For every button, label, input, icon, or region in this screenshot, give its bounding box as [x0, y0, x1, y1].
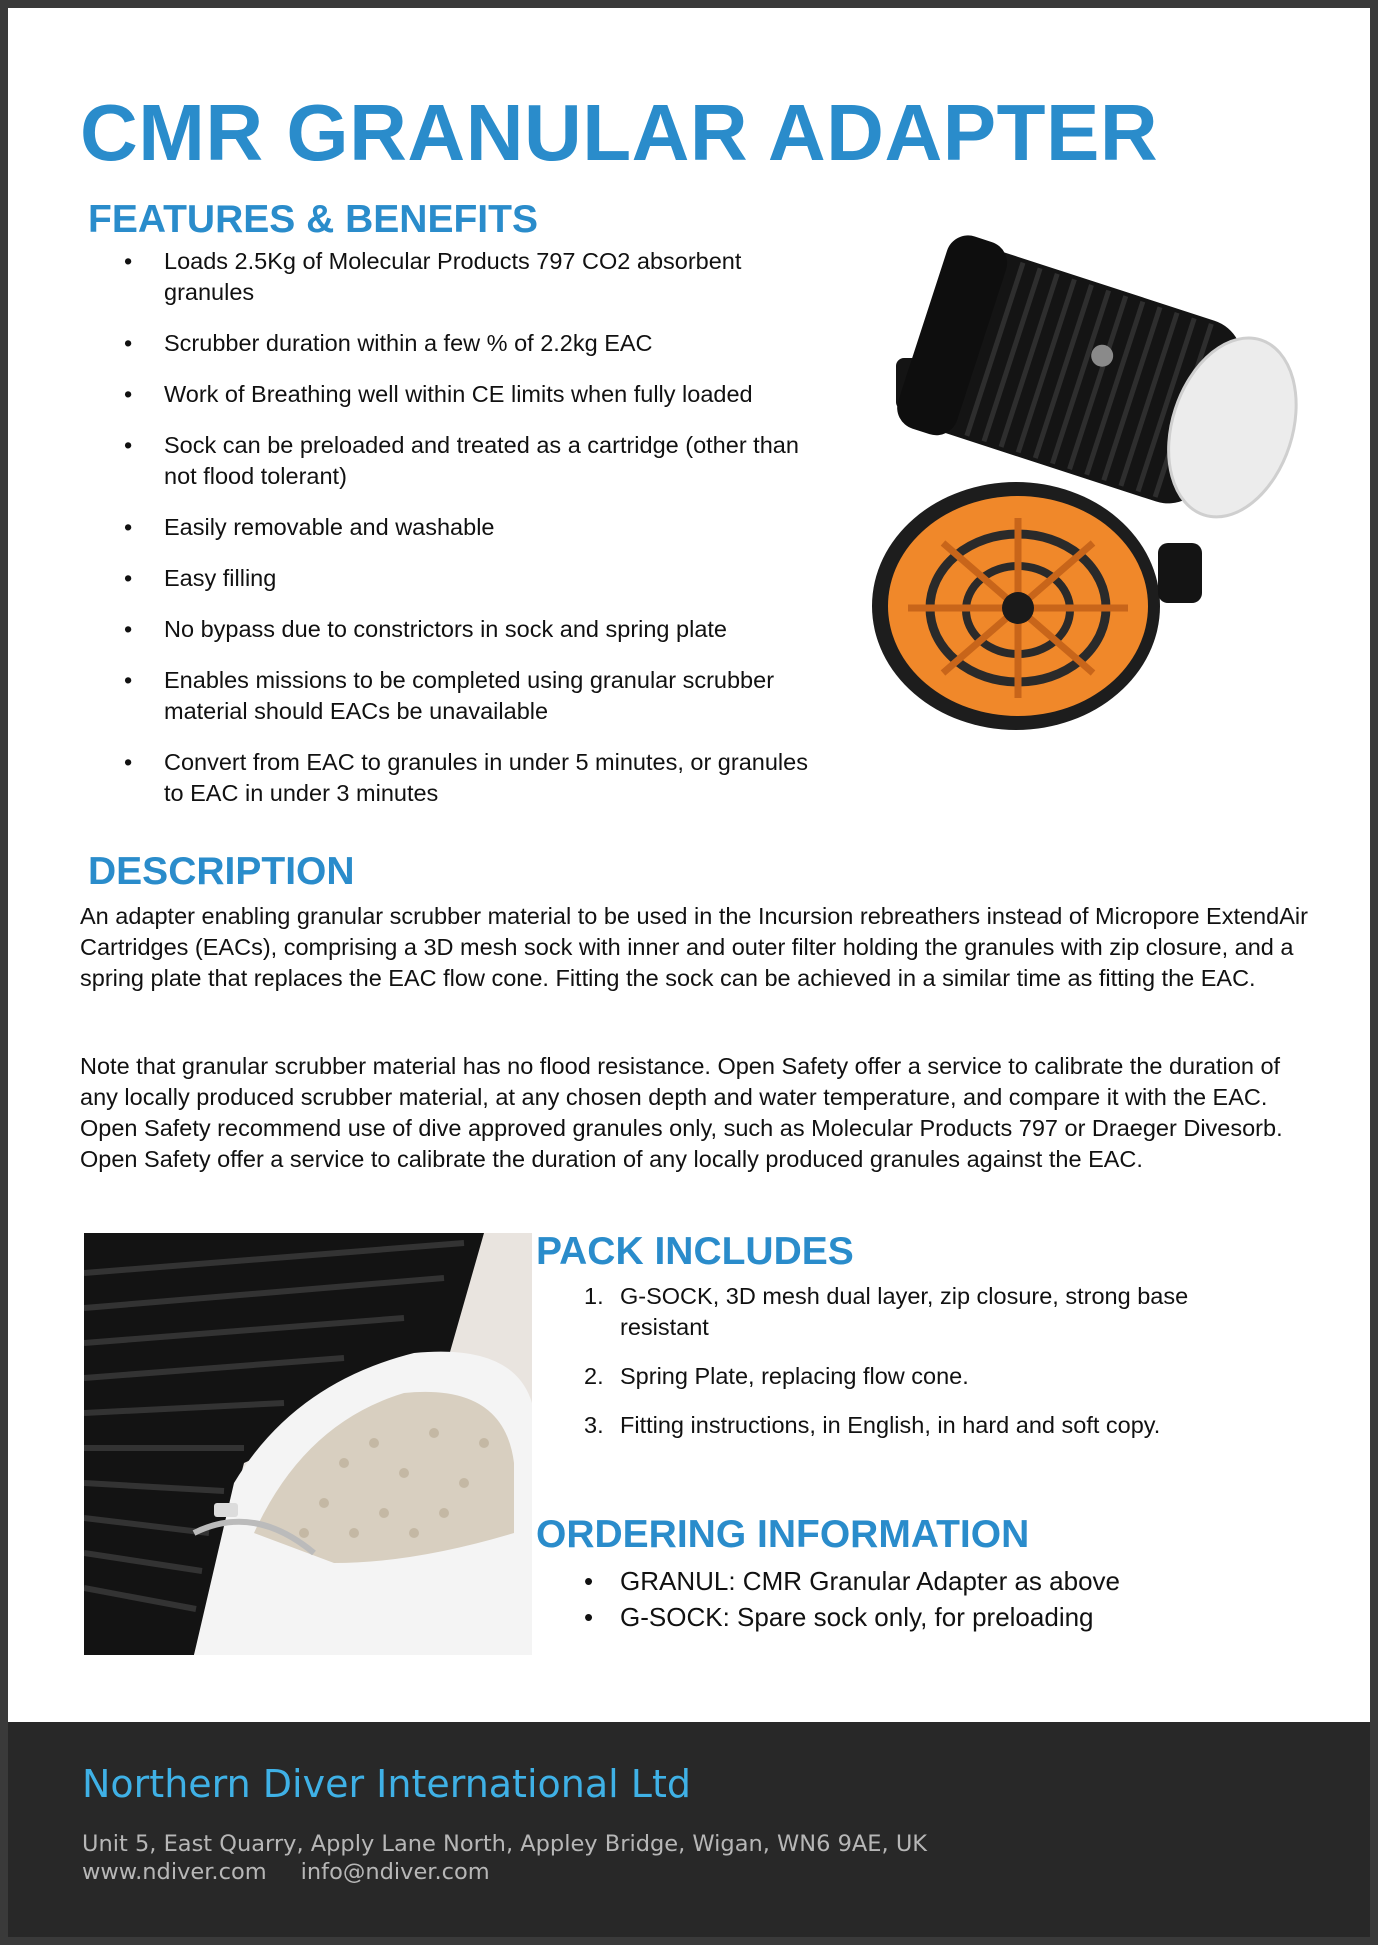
company-address: Unit 5, East Quarry, Apply Lane North, Appley Bridge, Wigan, WN6 9AE, UK: [82, 1831, 928, 1857]
list-item: 3. Fitting instructions, in English, in hard and soft copy.: [584, 1412, 1161, 1438]
features-heading: FEATURES & BENEFITS: [88, 198, 538, 241]
sock-granules-photo: [84, 1233, 532, 1655]
list-item: • Sock can be preloaded and treated as a cartridge (other than not flood tolerant): [124, 432, 799, 489]
bullet-icon: •: [124, 667, 133, 693]
adapter-product-photo: [868, 218, 1308, 738]
bullet-icon: •: [124, 565, 133, 591]
company-footer: [8, 1722, 1370, 1945]
bullet-icon: •: [124, 616, 133, 642]
bullet-icon: •: [584, 1602, 594, 1632]
list-item: • Convert from EAC to granules in under 5 minutes, or granules to EAC in under 3 minutes: [124, 749, 808, 806]
list-item: • Easily removable and washable: [80, 512, 820, 543]
list-item: • No bypass due to constrictors in sock and spring plate: [80, 614, 820, 645]
website-link[interactable]: www.ndiver.com: [82, 1859, 267, 1885]
list-item: 1. G-SOCK, 3D mesh dual layer, zip closure, strong base resistant: [584, 1283, 1189, 1340]
list-item: • Easy filling: [80, 563, 820, 594]
list-item: • G-SOCK: Spare sock only, for preloading: [536, 1599, 1276, 1635]
pack-includes-heading: PACK INCLUDES: [536, 1230, 854, 1273]
list-item: • Work of Breathing well within CE limits when fully loaded: [80, 379, 820, 410]
description-heading: DESCRIPTION: [88, 850, 355, 893]
list-item: • GRANUL: CMR Granular Adapter as above: [536, 1563, 1276, 1599]
bullet-icon: •: [124, 432, 133, 458]
list-item: • Enables missions to be completed using granular scrubber material should EACs be unavailable: [124, 667, 775, 724]
company-name: Northern Diver International Ltd: [82, 1762, 691, 1806]
note-paragraph: Note that granular scrubber material has no flood resistance. Open Safety offer a service to calibrate the duration of any locally produced scrubber material, at any chosen depth and water temperature, and compare it with the EAC. Open Safety recommend use of dive approved granules only, such as Molecular Products 797 or Draeger Divesorb. Open Safety offer a service to calibrate the duration of any locally produced granules against the EAC.: [80, 1053, 1283, 1172]
pack-includes-list: [536, 1281, 1276, 1459]
sock-granules-illustration: [84, 1233, 532, 1655]
email-link[interactable]: info@ndiver.com: [300, 1859, 490, 1885]
list-item: • Loads 2.5Kg of Molecular Products 797 CO2 absorbent granules: [124, 248, 742, 305]
list-item: 2. Spring Plate, replacing flow cone.: [584, 1363, 969, 1389]
bullet-icon: •: [124, 248, 133, 274]
contact-line: [82, 1858, 524, 1886]
bullet-icon: •: [124, 381, 133, 407]
ordering-heading: ORDERING INFORMATION: [536, 1513, 1030, 1556]
description-paragraph: An adapter enabling granular scrubber material to be used in the Incursion rebreathers instead of Micropore ExtendAir Cartridges (EACs), comprising a 3D mesh sock with inner and outer filter holding the granules with zip closure, and a spring plate that replaces the EAC flow cone. Fitting the sock can be achieved in a similar time as fitting the EAC.: [80, 903, 1308, 991]
page-title: CMR GRANULAR ADAPTER: [80, 88, 1159, 177]
bullet-icon: •: [124, 749, 133, 775]
ordering-list: [536, 1563, 1276, 1635]
list-item: • Scrubber duration within a few % of 2.2kg EAC: [80, 328, 820, 359]
features-list: [80, 246, 820, 829]
bullet-icon: •: [124, 514, 133, 540]
bullet-icon: •: [124, 330, 133, 356]
bullet-icon: •: [584, 1566, 594, 1596]
